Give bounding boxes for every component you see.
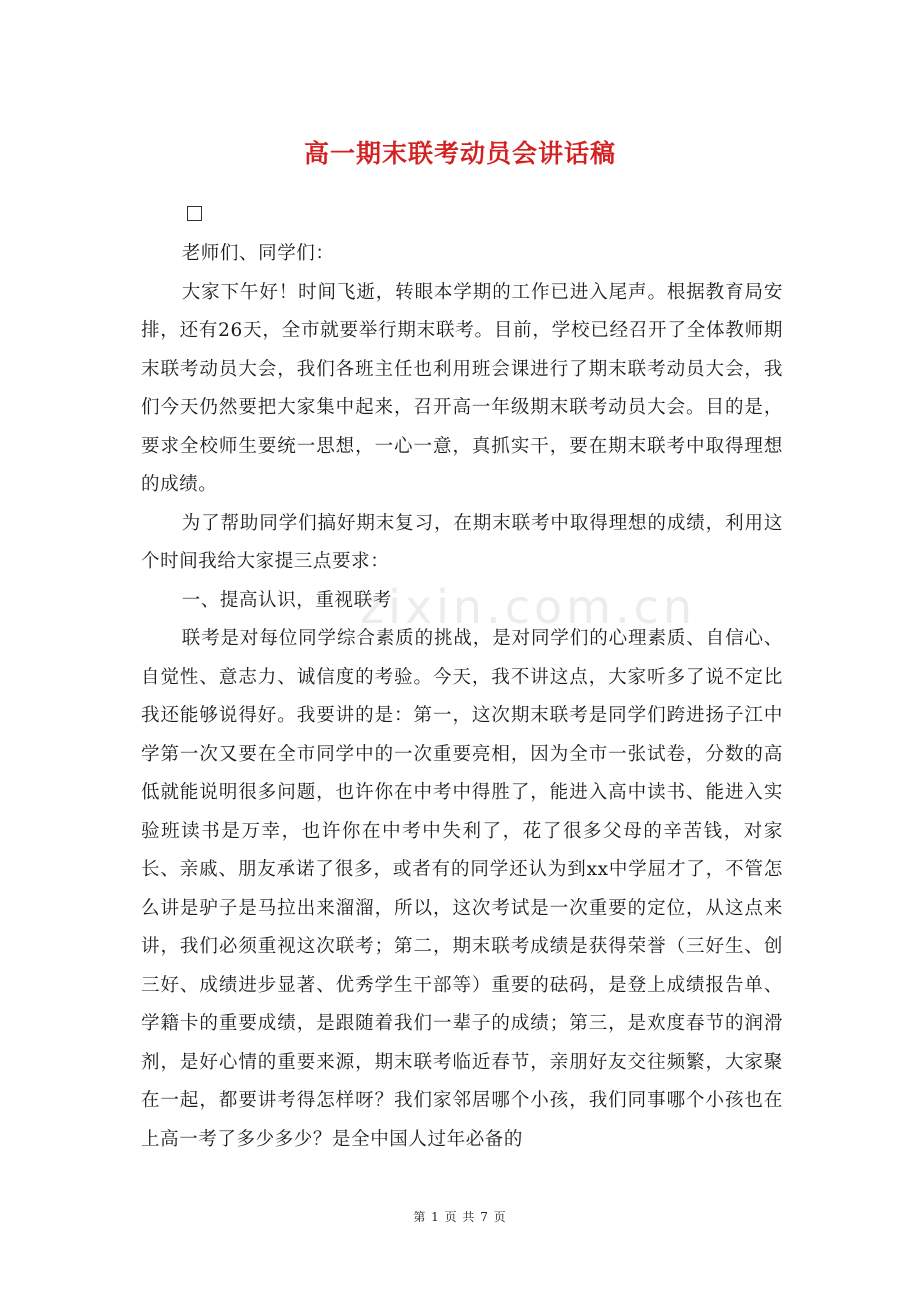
paragraph-section-1: 联考是对每位同学综合素质的挑战，是对同学们的心理素质、自信心、自觉性、意志力、诚信度的考验。今天，我不讲这点，大家听多了说不定比我还能够说得好。我要讲的是：第一，这次期末联考是同学们跨进扬子江中学第一次又要在全市同学中的一次重要亮相，因为全市一张试卷，分数的高低就能说明很多问题，也许你在中考中得胜了，能进入高中读书、能进入实验班读书是万幸，也许你在中考中失利了，花了很多父母的辛苦钱，对家长、亲戚、朋友承诺了很多，或者有的同学还认为到xx中学屈才了，不管怎么讲是驴子是马拉出来溜溜，所以，这次考试是一次重要的定位，从这点来讲，我们必须重视这次联考；第二，期末联考成绩是获得荣誉（三好生、创三好、成绩进步显著、优秀学生干部等）重要的砝码，是登上成绩报告单、学籍卡的重要成绩，是跟随着我们一辈子的成绩；第三，是欢度春节的润滑剂，是好心情的重要来源，期末联考临近春节，亲朋好友交往频繁，大家聚在一起，都要讲考得怎样呀？我们家邻居哪个小孩，我们同事哪个小孩也在上高一考了多少多少？是全中国人过年必备的 [141,628,783,1150]
watermark: zixin.com.cn [360,580,697,634]
page-footer: 第 1 页 共 7 页 [413,1210,507,1224]
paragraph-intro: 大家下午好！时间飞逝，转眼本学期的工作已进入尾声。根据教育局安排，还有26天，全市就要举行期末联考。目前，学校已经召开了全体教师期末联考动员大会，我们各班主任也利用班会课进行了期末联考动员大会，我们今天仍然要把大家集中起来，召开高一年级期末联考动员大会。目的是，要求全校师生要统一思想，一心一意，真抓实干，要在期末联考中取得理想的成绩。 [141,281,783,495]
document-body [141,235,783,1159]
paragraph-requirements: 为了帮助同学们搞好期末复习，在期末联考中取得理想的成绩，利用这个时间我给大家提三点要求： [141,512,783,572]
paragraph-greeting: 老师们、同学们： [181,243,335,264]
placeholder-image-icon [187,206,202,221]
document-title: 高一期末联考动员会讲话稿 [303,139,616,168]
section-heading-1: 一、提高认识，重视联考 [181,589,392,611]
